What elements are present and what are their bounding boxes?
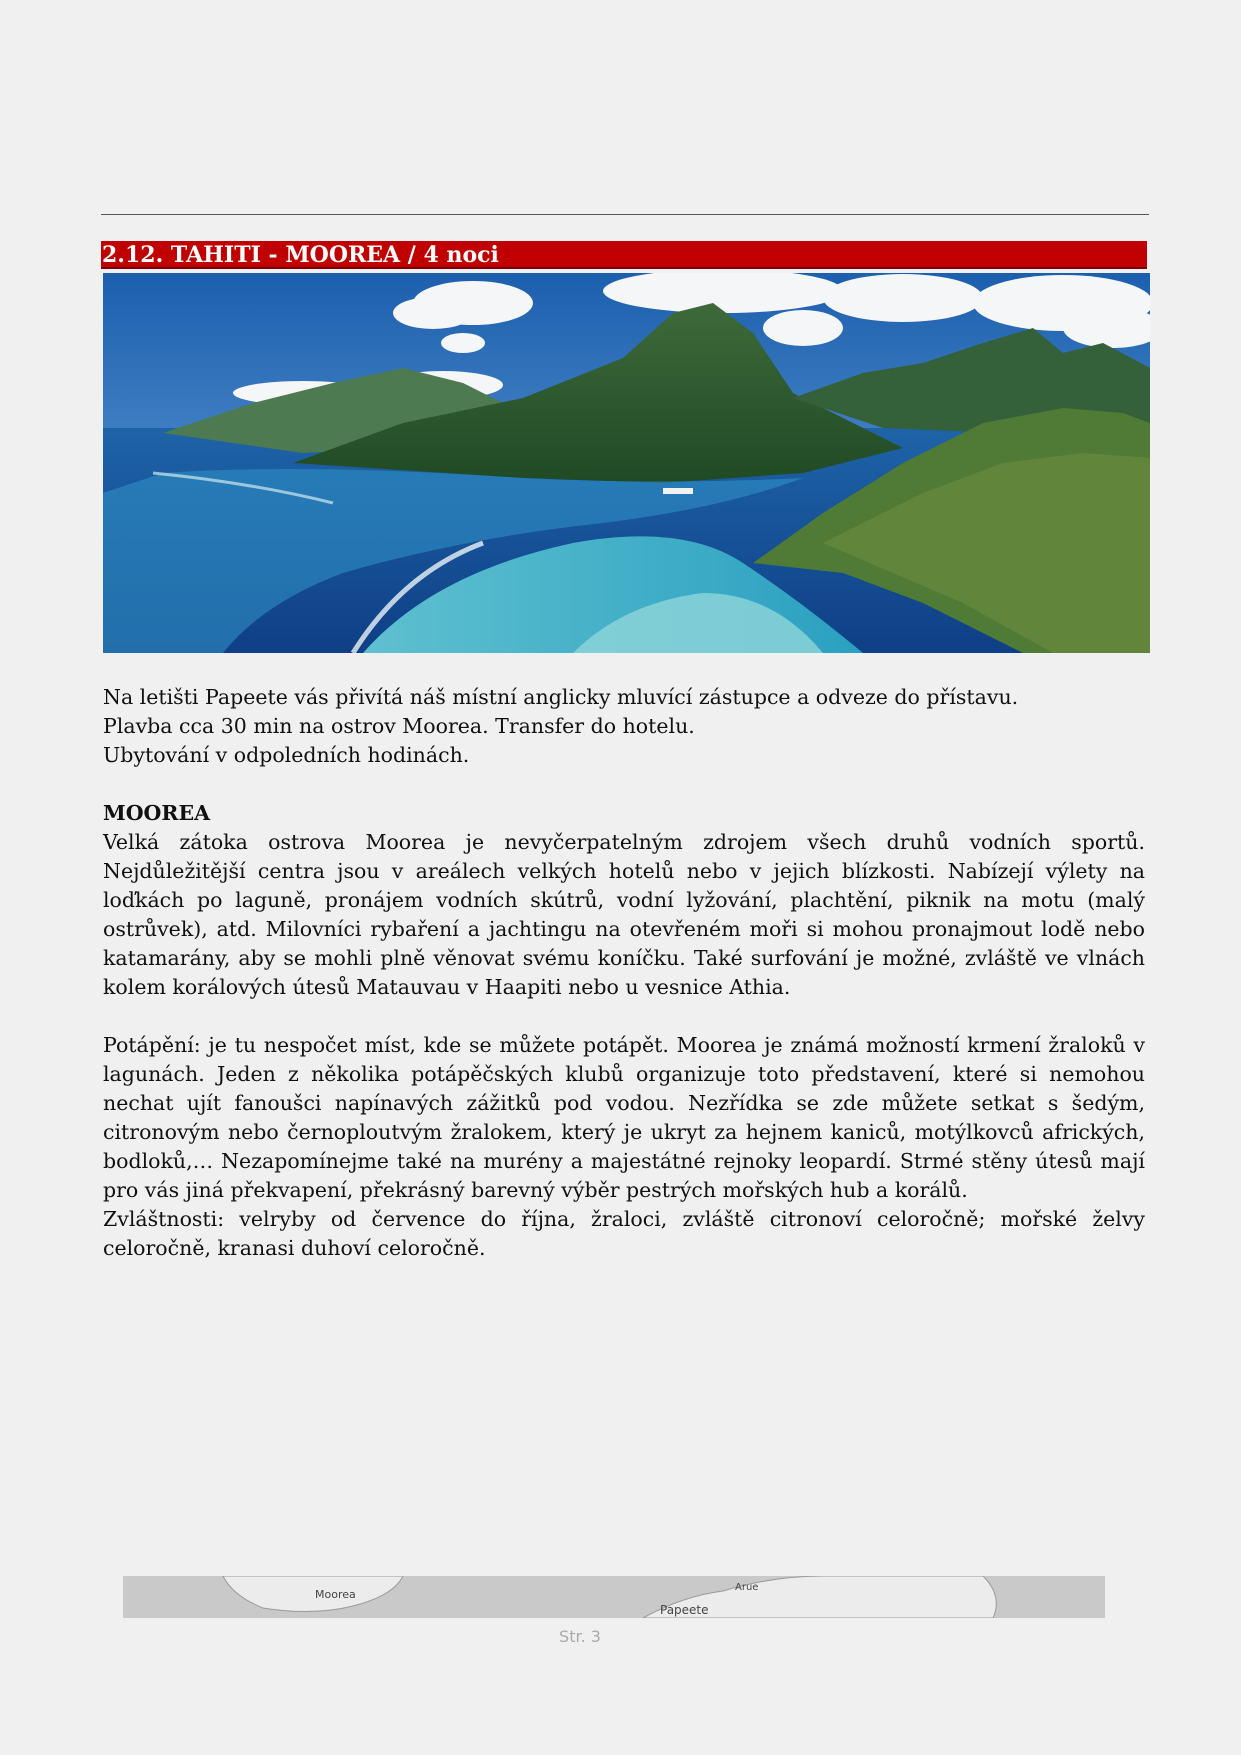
page-number: Str. 3 — [559, 1627, 601, 1646]
map-label-arue: Arue — [735, 1582, 759, 1593]
header-rule — [101, 214, 1149, 215]
map-label-moorea: Moorea — [315, 1588, 356, 1601]
moorea-landscape-photo — [103, 273, 1150, 653]
intro-line: Ubytování v odpoledních hodinách. — [103, 743, 470, 767]
section-heading: 2.12. TAHITI - MOOREA / 4 noci — [101, 241, 1147, 269]
body-text — [103, 683, 1145, 1263]
footer-map-strip — [123, 1576, 1105, 1618]
moorea-paragraph-water-sports: Velká zátoka ostrova Moorea je nevyčerpatelným zdrojem všech druhů vodních sportů. Nejdůležitější centra jsou v areálech velkých hotelů nebo v jejich blízkosti. Nabízejí výlety na loďkách po laguně, pronájem vodních skútrů, vodní lyžování, plachtění, piknik na motu (malý ostrůvek), atd. Milovníci rybaření a jachtingu na otevřeném moři si mohou pronajmout lodě nebo katamarány, aby se mohli plně věnovat svému koníčku. Také surfování je možné, zvláště ve vlnách kolem korálových útesů Matauvau v Haapiti nebo u vesnice Athia. — [103, 830, 1145, 999]
intro-line: Plavba cca 30 min na ostrov Moorea. Transfer do hotelu. — [103, 714, 695, 738]
map-label-papeete: Papeete — [660, 1603, 709, 1617]
intro-line: Na letišti Papeete vás přivítá náš místní anglicky mluvící zástupce a odveze do přístavu. — [103, 685, 1019, 709]
landscape-photo-icon — [103, 273, 1150, 653]
moorea-title: MOOREA — [103, 801, 210, 825]
moorea-paragraph-specialities: Zvláštnosti: velryby od července do října, žraloci, zvláště citronoví celoročně; mořské želvy celoročně, kranasi duhoví celoročně. — [103, 1207, 1145, 1260]
moorea-paragraph-diving: Potápění: je tu nespočet míst, kde se můžete potápět. Moorea je známá možností krmení žraloků v lagunách. Jeden z několika potápěčských klubů organizuje toto představení, které si nemohou nechat ujít fanoušci napínavých zážitků pod vodou. Nezřídka se zde můžete setkat s šedým, citronovým nebo černoploutvým žralokem, který je ukryt za hejnem kaniců, motýlkovců afrických, bodloků,… Nezapomínejme také na murény a majestátné rejnoky leopardí. Strmé stěny útesů mají pro vás jiná překvapení, překrásný barevný výběr pestrých mořských hub a korálů. — [103, 1033, 1145, 1202]
